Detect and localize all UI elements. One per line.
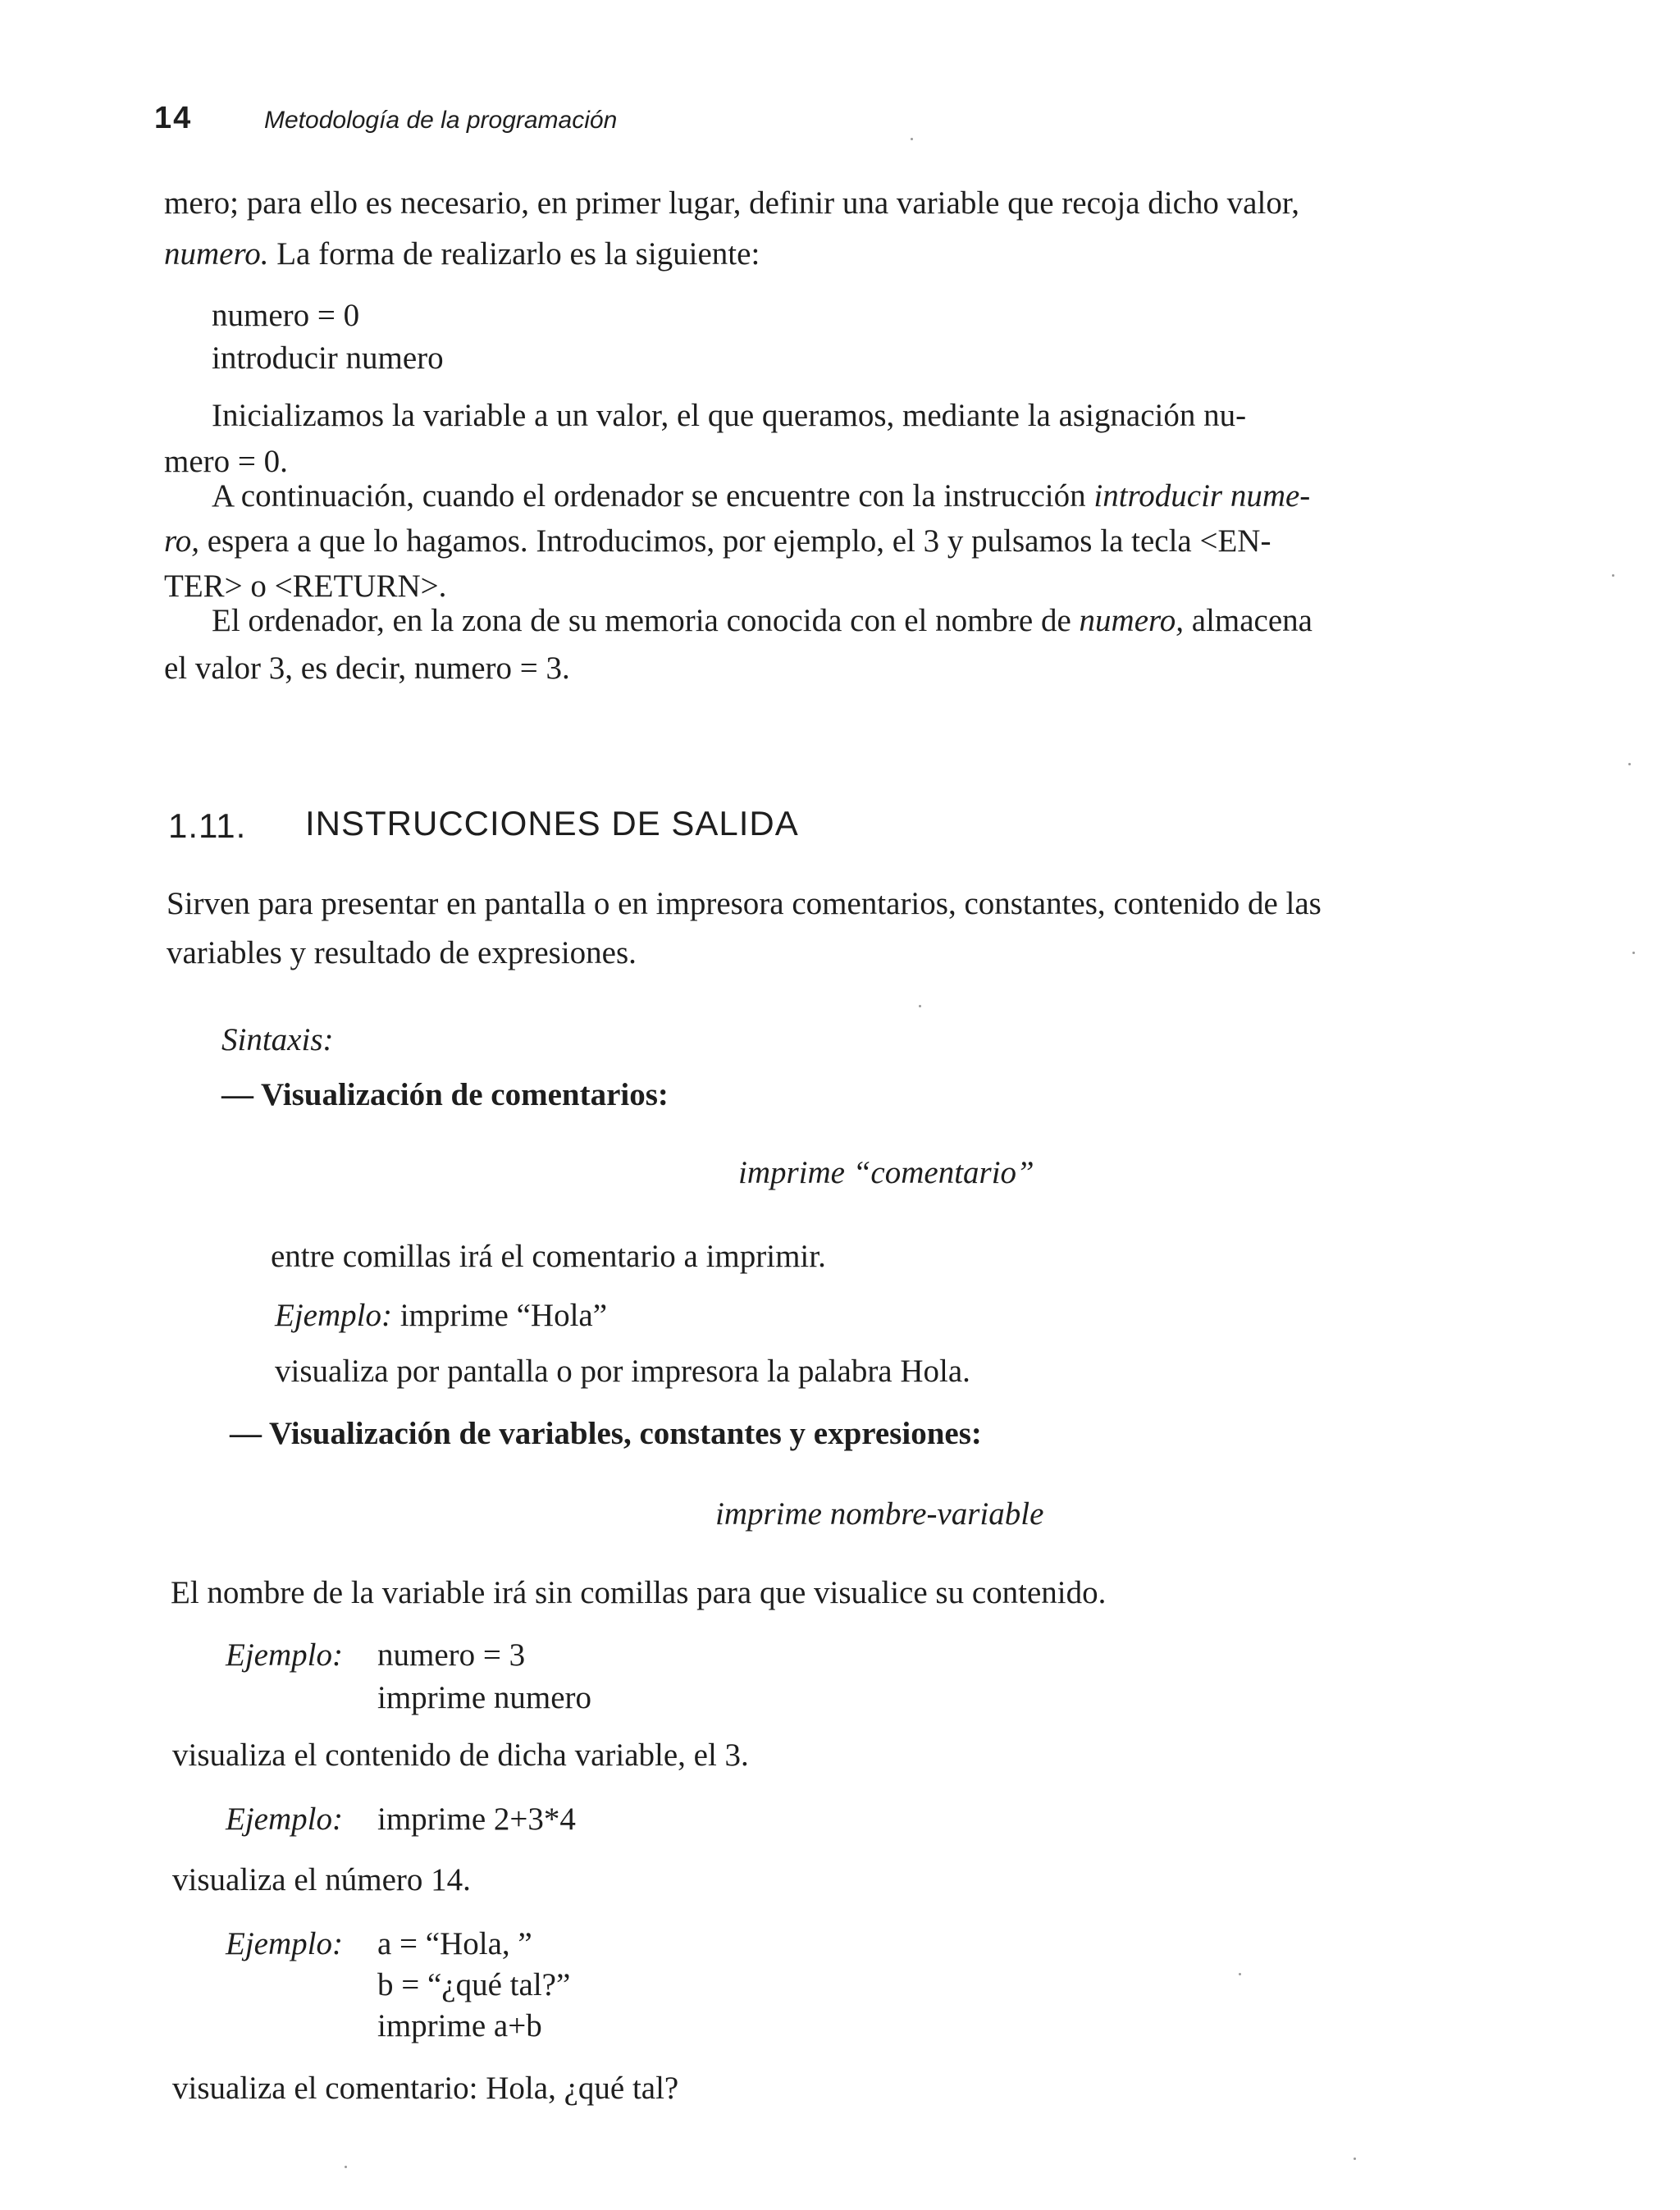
example-3-label: Ejemplo:: [226, 1926, 343, 1961]
paragraph-1-line-2: mero = 0.: [164, 444, 288, 479]
code-line-1: numero = 0: [212, 298, 360, 333]
paragraph-1-line-1: Inicializamos la variable a un valor, el que queramos, mediante la asignación nu-: [212, 398, 1247, 433]
example-2-code: imprime 2+3*4: [377, 1801, 576, 1837]
example-1-label: Ejemplo:: [226, 1637, 343, 1673]
section-title: INSTRUCCIONES DE SALIDA: [305, 804, 799, 842]
scan-speck: [1354, 2157, 1356, 2160]
scan-speck: [345, 2166, 347, 2168]
section-intro-line-2: variables y resultado de expresiones.: [167, 935, 637, 970]
paragraph-2-line-3: TER> o <RETURN>.: [164, 568, 447, 604]
item-1-description: entre comillas irá el comentario a imprimir.: [271, 1239, 826, 1274]
scan-speck: [1239, 1973, 1241, 1975]
example-1-code-1: numero = 3: [377, 1637, 526, 1673]
paragraph-2-line-2: [164, 525, 1271, 557]
example-3-code-3: imprime a+b: [377, 2008, 542, 2043]
example-1-result: visualiza el contenido de dicha variable, el 3.: [172, 1737, 749, 1773]
paragraph-2-line-2-italic: ro,: [164, 523, 199, 559]
paragraph-3-line-2: el valor 3, es decir, numero = 3.: [164, 651, 570, 686]
intro-line-2-italic: numero.: [164, 236, 269, 272]
paragraph-2-line-2-rest: espera a que lo hagamos. Introducimos, por ejemplo, el 3 y pulsamos la tecla <EN-: [199, 523, 1271, 559]
section-number: 1.11.: [168, 806, 247, 845]
paragraph-3-line-1: [212, 605, 1312, 637]
running-title: Metodología de la programación: [264, 107, 618, 134]
scan-speck: [1628, 763, 1631, 765]
intro-line-2: [164, 238, 760, 270]
example-3-result: visualiza el comentario: Hola, ¿qué tal?: [172, 2071, 679, 2106]
syntax-label: Sintaxis:: [221, 1022, 334, 1057]
paragraph-2-line-1: [212, 480, 1310, 512]
item-1-syntax: imprime “comentario”: [738, 1155, 1034, 1190]
scan-speck: [1632, 952, 1635, 954]
intro-line-2-rest: La forma de realizarlo es la siguiente:: [268, 236, 760, 272]
example-1-code-2: imprime numero: [377, 1680, 592, 1715]
item-1-example-label: Ejemplo:: [275, 1298, 392, 1333]
example-2-label: Ejemplo:: [226, 1801, 343, 1837]
paragraph-2-line-1-text: A continuación, cuando el ordenador se encuentre con la instrucción: [212, 478, 1094, 514]
item-1-heading: — Visualización de comentarios:: [221, 1077, 669, 1112]
item-2-heading: — Visualización de variables, constantes y expresiones:: [230, 1416, 982, 1451]
paragraph-2-line-1-italic: introducir nume-: [1093, 478, 1311, 514]
item-1-result: visualiza por pantalla o por impresora la palabra Hola.: [275, 1354, 970, 1389]
code-line-2: introducir numero: [212, 340, 444, 376]
item-2-description: El nombre de la variable irá sin comillas para que visualice su contenido.: [171, 1575, 1107, 1610]
paragraph-3-line-1-rest: almacena: [1184, 603, 1312, 638]
scan-speck: [1612, 574, 1614, 577]
page-number: 14: [154, 101, 193, 135]
scan-speck: [911, 138, 913, 140]
paragraph-3-line-1-italic: numero,: [1079, 603, 1185, 638]
item-1-example-code: imprime “Hola”: [391, 1298, 608, 1333]
scan-speck: [919, 1005, 921, 1007]
paragraph-3-line-1-text: El ordenador, en la zona de su memoria conocida con el nombre de: [212, 603, 1080, 638]
item-2-syntax: imprime nombre-variable: [715, 1496, 1044, 1532]
item-1-example: [275, 1299, 607, 1331]
intro-line-1: mero; para ello es necesario, en primer lugar, definir una variable que recoja dicho valor,: [164, 185, 1300, 221]
example-3-code-1: a = “Hola, ”: [377, 1926, 532, 1961]
section-intro-line-1: Sirven para presentar en pantalla o en impresora comentarios, constantes, contenido de las: [167, 886, 1322, 921]
example-2-result: visualiza el número 14.: [172, 1862, 471, 1897]
example-3-code-2: b = “¿qué tal?”: [377, 1967, 571, 2002]
